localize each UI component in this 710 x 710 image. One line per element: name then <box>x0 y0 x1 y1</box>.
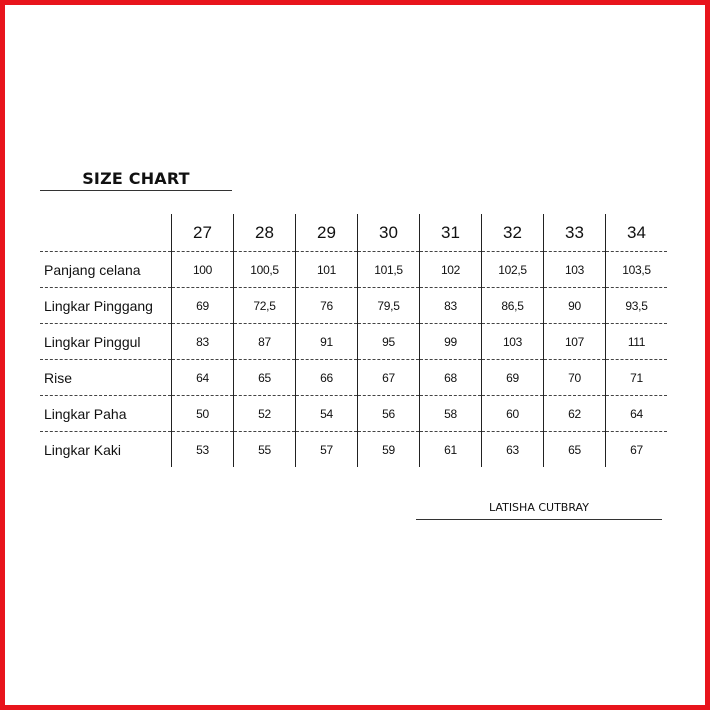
table-cell: 64 <box>172 360 234 396</box>
table-cell: 87 <box>234 324 296 360</box>
table-cell: 107 <box>544 324 606 360</box>
table-row-lingkar-pinggul <box>40 324 667 360</box>
row-label: Panjang celana <box>40 252 172 288</box>
table-cell: 100,5 <box>234 252 296 288</box>
table-cell: 65 <box>234 360 296 396</box>
row-label: Lingkar Paha <box>40 396 172 432</box>
table-cell: 69 <box>482 360 544 396</box>
row-label: Rise <box>40 360 172 396</box>
table-cell: 57 <box>296 432 358 468</box>
size-header-27: 27 <box>172 214 234 252</box>
table-cell: 69 <box>172 288 234 324</box>
table-cell: 111 <box>606 324 668 360</box>
size-header-30: 30 <box>358 214 420 252</box>
table-cell: 101 <box>296 252 358 288</box>
table-cell: 63 <box>482 432 544 468</box>
table-cell: 65 <box>544 432 606 468</box>
table-cell: 76 <box>296 288 358 324</box>
table-cell: 83 <box>420 288 482 324</box>
table-cell: 59 <box>358 432 420 468</box>
table-cell: 103,5 <box>606 252 668 288</box>
table-cell: 95 <box>358 324 420 360</box>
size-table <box>40 214 667 467</box>
table-cell: 93,5 <box>606 288 668 324</box>
size-header-28: 28 <box>234 214 296 252</box>
table-cell: 101,5 <box>358 252 420 288</box>
table-cell: 66 <box>296 360 358 396</box>
table-cell: 91 <box>296 324 358 360</box>
table-cell: 60 <box>482 396 544 432</box>
row-label: Lingkar Pinggang <box>40 288 172 324</box>
table-cell: 68 <box>420 360 482 396</box>
size-header-row <box>40 214 667 252</box>
table-cell: 67 <box>358 360 420 396</box>
table-cell: 100 <box>172 252 234 288</box>
table-cell: 83 <box>172 324 234 360</box>
table-row-lingkar-paha <box>40 396 667 432</box>
table-cell: 103 <box>482 324 544 360</box>
size-header-33: 33 <box>544 214 606 252</box>
size-chart-title: SIZE CHART <box>40 168 232 191</box>
row-label: Lingkar Kaki <box>40 432 172 468</box>
table-cell: 58 <box>420 396 482 432</box>
size-header-31: 31 <box>420 214 482 252</box>
table-cell: 52 <box>234 396 296 432</box>
table-row-lingkar-kaki <box>40 432 667 468</box>
table-cell: 62 <box>544 396 606 432</box>
table-cell: 102,5 <box>482 252 544 288</box>
table-cell: 102 <box>420 252 482 288</box>
table-cell: 71 <box>606 360 668 396</box>
size-header-32: 32 <box>482 214 544 252</box>
table-cell: 56 <box>358 396 420 432</box>
table-cell: 72,5 <box>234 288 296 324</box>
table-cell: 61 <box>420 432 482 468</box>
row-label: Lingkar Pinggul <box>40 324 172 360</box>
table-cell: 67 <box>606 432 668 468</box>
table-cell: 79,5 <box>358 288 420 324</box>
model-name: LATISHA CUTBRAY <box>416 498 662 520</box>
table-cell: 86,5 <box>482 288 544 324</box>
table-cell: 64 <box>606 396 668 432</box>
table-cell: 103 <box>544 252 606 288</box>
table-cell: 70 <box>544 360 606 396</box>
size-header-34: 34 <box>606 214 668 252</box>
table-cell: 55 <box>234 432 296 468</box>
table-cell: 99 <box>420 324 482 360</box>
table-cell: 90 <box>544 288 606 324</box>
table-row-rise <box>40 360 667 396</box>
table-cell: 53 <box>172 432 234 468</box>
table-row-lingkar-pinggang <box>40 288 667 324</box>
table-cell: 50 <box>172 396 234 432</box>
table-row-panjang-celana <box>40 252 667 288</box>
header-corner <box>40 214 172 252</box>
table-cell: 54 <box>296 396 358 432</box>
size-header-29: 29 <box>296 214 358 252</box>
